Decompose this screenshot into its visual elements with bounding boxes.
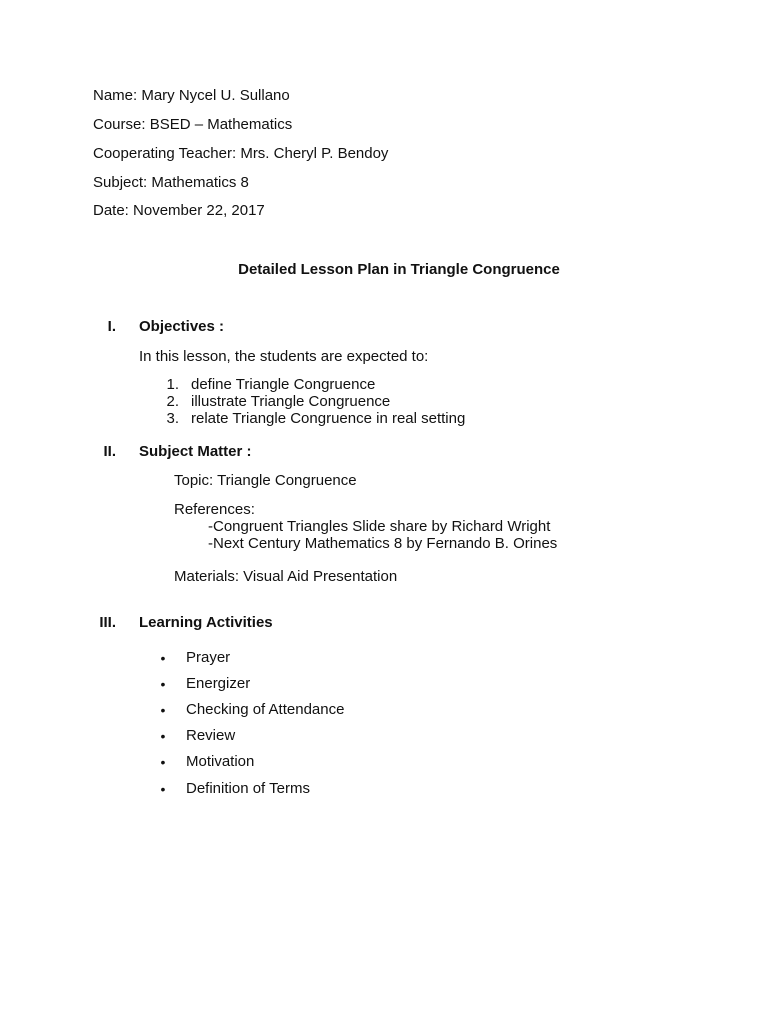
- list-item: illustrate Triangle Congruence: [191, 393, 391, 410]
- list-item: Review: [186, 727, 236, 744]
- list-item: Checking of Attendance: [186, 701, 345, 718]
- objectives-intro: In this lesson, the students are expected to:: [139, 348, 429, 365]
- bullet-icon: •: [160, 702, 166, 718]
- section-numeral-learning-activities: III.: [99, 614, 116, 631]
- references-label: References:: [174, 501, 255, 518]
- reference-item: -Congruent Triangles Slide share by Richard Wright: [208, 518, 551, 535]
- bullet-icon: •: [160, 754, 166, 770]
- list-item: Motivation: [186, 753, 255, 770]
- list-item-number: 1.: [166, 376, 179, 393]
- document-title: Detailed Lesson Plan in Triangle Congruence: [238, 261, 560, 278]
- section-heading-learning-activities: Learning Activities: [139, 614, 273, 631]
- list-item: define Triangle Congruence: [191, 376, 376, 393]
- list-item: relate Triangle Congruence in real setting: [191, 410, 466, 427]
- bullet-icon: •: [160, 650, 166, 666]
- student-name: Name: Mary Nycel U. Sullano: [93, 87, 290, 104]
- subject: Subject: Mathematics 8: [93, 174, 249, 191]
- list-item-number: 2.: [166, 393, 179, 410]
- section-numeral-objectives: I.: [107, 318, 116, 335]
- section-heading-objectives: Objectives :: [139, 318, 225, 335]
- topic: Topic: Triangle Congruence: [174, 472, 357, 489]
- list-item: Energizer: [186, 675, 251, 692]
- date: Date: November 22, 2017: [93, 202, 265, 219]
- cooperating-teacher: Cooperating Teacher: Mrs. Cheryl P. Bendoy: [93, 145, 389, 162]
- reference-item: -Next Century Mathematics 8 by Fernando B. Orines: [208, 535, 558, 552]
- bullet-icon: •: [160, 676, 166, 692]
- section-numeral-subject-matter: II.: [103, 443, 116, 460]
- materials: Materials: Visual Aid Presentation: [174, 568, 398, 585]
- bullet-icon: •: [160, 728, 166, 744]
- course: Course: BSED – Mathematics: [93, 116, 293, 133]
- bullet-icon: •: [160, 781, 166, 797]
- list-item-number: 3.: [166, 410, 179, 427]
- list-item: Definition of Terms: [186, 780, 310, 797]
- section-heading-subject-matter: Subject Matter :: [139, 443, 252, 460]
- list-item: Prayer: [186, 649, 231, 666]
